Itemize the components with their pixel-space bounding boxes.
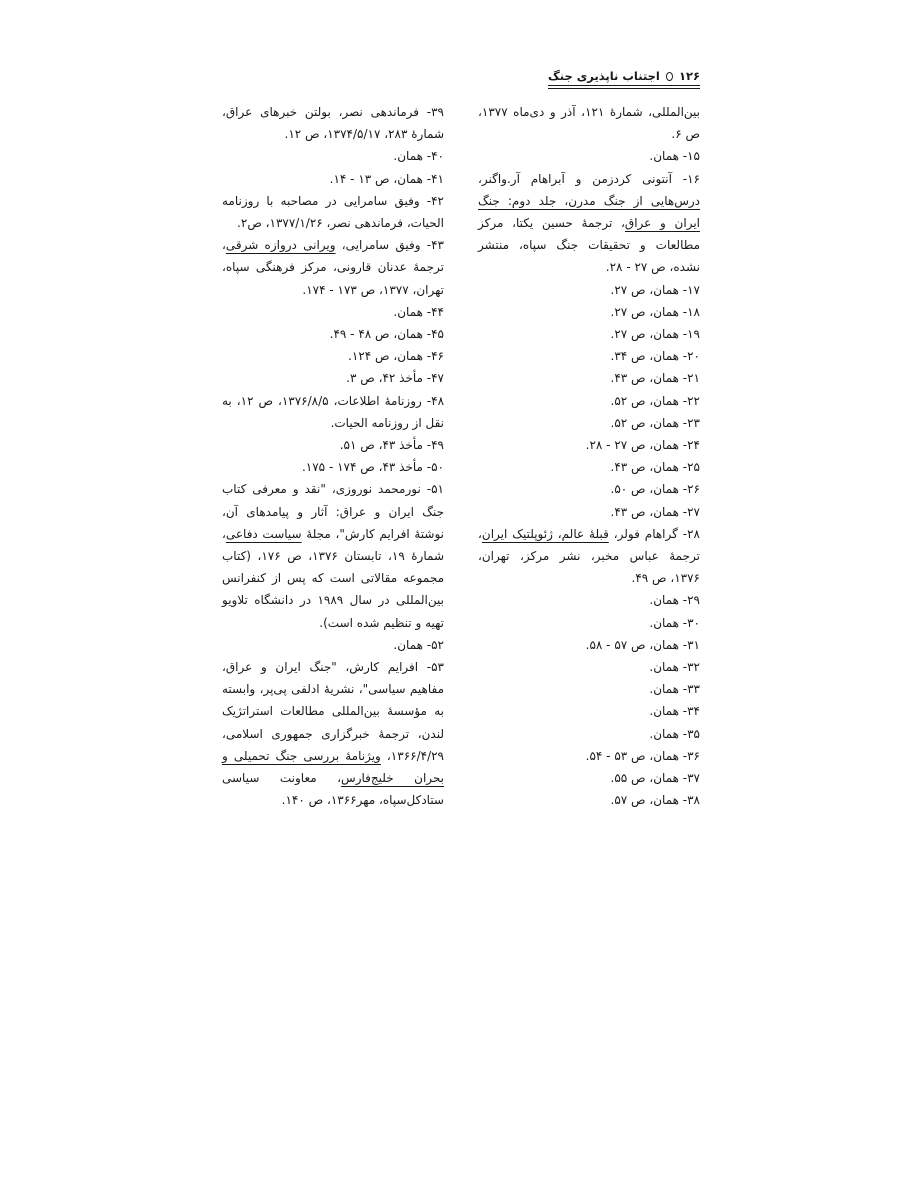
endnote-entry [478,456,700,478]
endnote-text: ۵۳- افرایم کارش، "جنگ ایران و عراق، مفاهیم سیاسی"، نشریهٔ ادلفی پی‌پر، وابسته به مؤسسهٔ بین‌المللی مطالعات استراتژیک لندن، ترجمهٔ خبرگزاری جمهوری اسلامی، ۱۳۶۶/۴/۲۹، [222,660,444,763]
endnote-entry [478,767,700,789]
endnote-text: ۲۰- همان، ص ۳۴. [610,349,700,364]
endnote-text: ۲۹- همان. [649,593,700,608]
endnote-entry [478,390,700,412]
endnote-entry [222,478,444,633]
endnote-text: ۳۱- همان، ص ۵۷ - ۵۸. [585,637,700,652]
endnote-entry [478,434,700,456]
page-number: ۱۲۶ [678,69,700,83]
endnote-text: ۳۰- همان. [649,615,700,630]
running-header [548,68,700,92]
endnote-entry [478,367,700,389]
endnote-text: ۲۷- همان، ص ۴۳. [610,504,700,519]
endnote-text: ۴۸- روزنامهٔ اطلاعات، ۱۳۷۶/۸/۵، ص ۱۲، به نقل از روزنامه الحیات. [222,393,445,430]
circle-separator-icon [666,72,673,81]
endnote-text: ۵۲- همان. [393,637,444,652]
endnote-text: ۲۲- همان، ص ۵۲. [610,393,700,408]
endnote-text: ۱۷- همان، ص ۲۷. [610,282,700,297]
endnote-entry [478,279,700,301]
endnote-text: ۵۱- نورمحمد نوروزی، "نقد و معرفی کتاب جنگ ایران و عراق: آثار و پیامدهای آن، نوشتهٔ افرایم کارش"، مجلهٔ [222,482,445,541]
endnote-entry [222,367,444,389]
endnote-entry [478,101,700,145]
endnote-text: ۳۹- فرماندهی نصر، بولتن خبرهای عراق، شمارهٔ ۲۸۳، ۱۳۷۴/۵/۱۷، ص ۱۲. [222,105,444,142]
endnote-entry [222,101,444,145]
endnote-text: ۳۷- همان، ص ۵۵. [610,771,700,786]
endnote-entry [478,745,700,767]
header-rule-double [548,88,700,89]
endnote-text: ۱۵- همان. [649,149,700,164]
endnote-text: ۳۶- همان، ص ۵۳ - ۵۴. [585,748,700,763]
endnote-entry [478,700,700,722]
endnote-underlined-title: قبلهٔ عالم، ژئوپلتیک ایران [481,526,609,541]
endnote-entry [222,634,444,656]
endnote-text: ۳۳- همان. [649,682,700,697]
endnote-text: ۴۱- همان، ص ۱۳ - ۱۴. [329,171,444,186]
endnote-underlined-title: ویرانی دروازه شرقی [225,238,336,253]
endnote-entry [222,234,444,301]
endnote-underlined-title: ویژنامهٔ بررسی جنگ تحمیلی و بحران خلیج‌فارس [222,748,444,786]
endnote-entry [222,656,444,811]
endnote-entry [478,612,700,634]
endnote-text: ۴۷- مأخذ ۴۲، ص ۳. [346,371,444,386]
endnote-entry [478,656,700,678]
endnote-entry [478,301,700,323]
endnote-text: ۴۵- همان، ص ۴۸ - ۴۹. [329,327,444,342]
endnote-text: ۴۰- همان. [393,149,444,164]
endnote-entry [222,345,444,367]
endnote-entry [478,345,700,367]
running-title: اجتناب ناپذیری جنگ [548,69,660,83]
endnote-text: ، ترجمهٔ حسین یکتا، مرکز مطالعات و تحقیقات جنگ سپاه، منتشر نشده، ص ۲۷ - ۲۸. [478,216,700,275]
endnote-underlined-title: سیاست دفاعی [225,526,302,541]
endnote-underlined-title: درس‌هایی از جنگ مدرن، جلد دوم: جنگ ایران و عراق [478,193,700,231]
endnote-text: ۳۵- همان. [649,726,700,741]
endnote-entry [222,456,444,478]
endnote-text: ۴۹- مأخذ ۴۳، ص ۵۱. [339,438,444,453]
endnote-text: ، معاونت سیاسی ستادکل‌سپاه، مهر۱۳۶۶، ص ۱۴۰. [222,771,444,808]
endnote-entry [478,589,700,611]
endnote-entry [478,501,700,523]
endnote-text: ۱۶- آنتونی کردزمن و آبراهام آر.واگنر، [478,171,700,186]
endnote-text: ۴۲- وفیق سامرایی در مصاحبه با روزنامه الحیات، فرماندهی نصر، ۱۳۷۷/۱/۲۶، ص۲. [222,193,444,231]
endnote-entry [222,145,444,167]
header-rule [548,85,700,86]
endnote-text: ۲۱- همان، ص ۴۳. [610,371,700,386]
endnote-entry [222,390,444,434]
endnote-entry [478,678,700,700]
endnote-entry [478,145,700,167]
endnote-text: ، شمارهٔ ۱۹، تابستان ۱۳۷۶، ص ۱۷۶، (کتاب مجموعه مقالاتی است که پس از کنفرانس بین‌المللی در سال ۱۹۸۹ در دانشگاه تلاویو تهیه و تنظیم شده است). [222,526,444,630]
endnote-text: بین‌المللی، شمارهٔ ۱۲۱، آذر و دی‌ماه ۱۳۷۷، ص ۶. [478,105,701,142]
endnote-entry [222,301,444,323]
endnote-text: ۲۶- همان، ص ۵۰. [610,482,700,497]
endnote-text: ۴۴- همان. [393,304,444,319]
endnote-text: ۳۴- همان. [649,704,700,719]
endnote-entry [478,723,700,745]
endnote-text: ، ترجمهٔ عباس مخبر، نشر مرکز، تهران، ۱۳۷۶، ص ۴۹. [478,526,700,586]
endnote-entry [222,323,444,345]
endnote-text: ۲۵- همان، ص ۴۳. [610,460,700,475]
endnote-text: ۲۸- گراهام فولر، [608,526,700,541]
notes-column-left [222,101,444,812]
endnote-entry [478,789,700,811]
endnote-text: ۵۰- مأخذ ۴۳، ص ۱۷۴ - ۱۷۵. [301,460,444,475]
endnote-text: ۱۹- همان، ص ۲۷. [610,327,700,342]
endnote-entry [222,168,444,190]
endnote-text: ، ترجمهٔ عدنان قارونی، مرکز فرهنگی سپاه، تهران، ۱۳۷۷، ص ۱۷۳ - ۱۷۴. [222,238,444,297]
endnote-entry [478,478,700,500]
endnote-entry [478,323,700,345]
endnote-entry [478,634,700,656]
endnote-text: ۴۶- همان، ص ۱۲۴. [348,349,444,364]
endnote-text: ۳۸- همان، ص ۵۷. [610,793,700,808]
endnote-text: ۲۳- همان، ص ۵۲. [610,415,700,430]
endnote-entry [222,190,444,234]
endnote-text: ۴۳- وفیق سامرایی، [335,238,444,253]
endnote-entry [222,434,444,456]
endnote-text: ۱۸- همان، ص ۲۷. [610,304,700,319]
endnote-entry [478,523,700,590]
endnote-text: ۳۲- همان. [649,660,700,675]
endnote-text: ۲۴- همان، ص ۲۷ - ۲۸. [585,438,700,453]
endnote-entry [478,168,700,279]
endnote-entry [478,412,700,434]
notes-column-right [478,101,700,812]
